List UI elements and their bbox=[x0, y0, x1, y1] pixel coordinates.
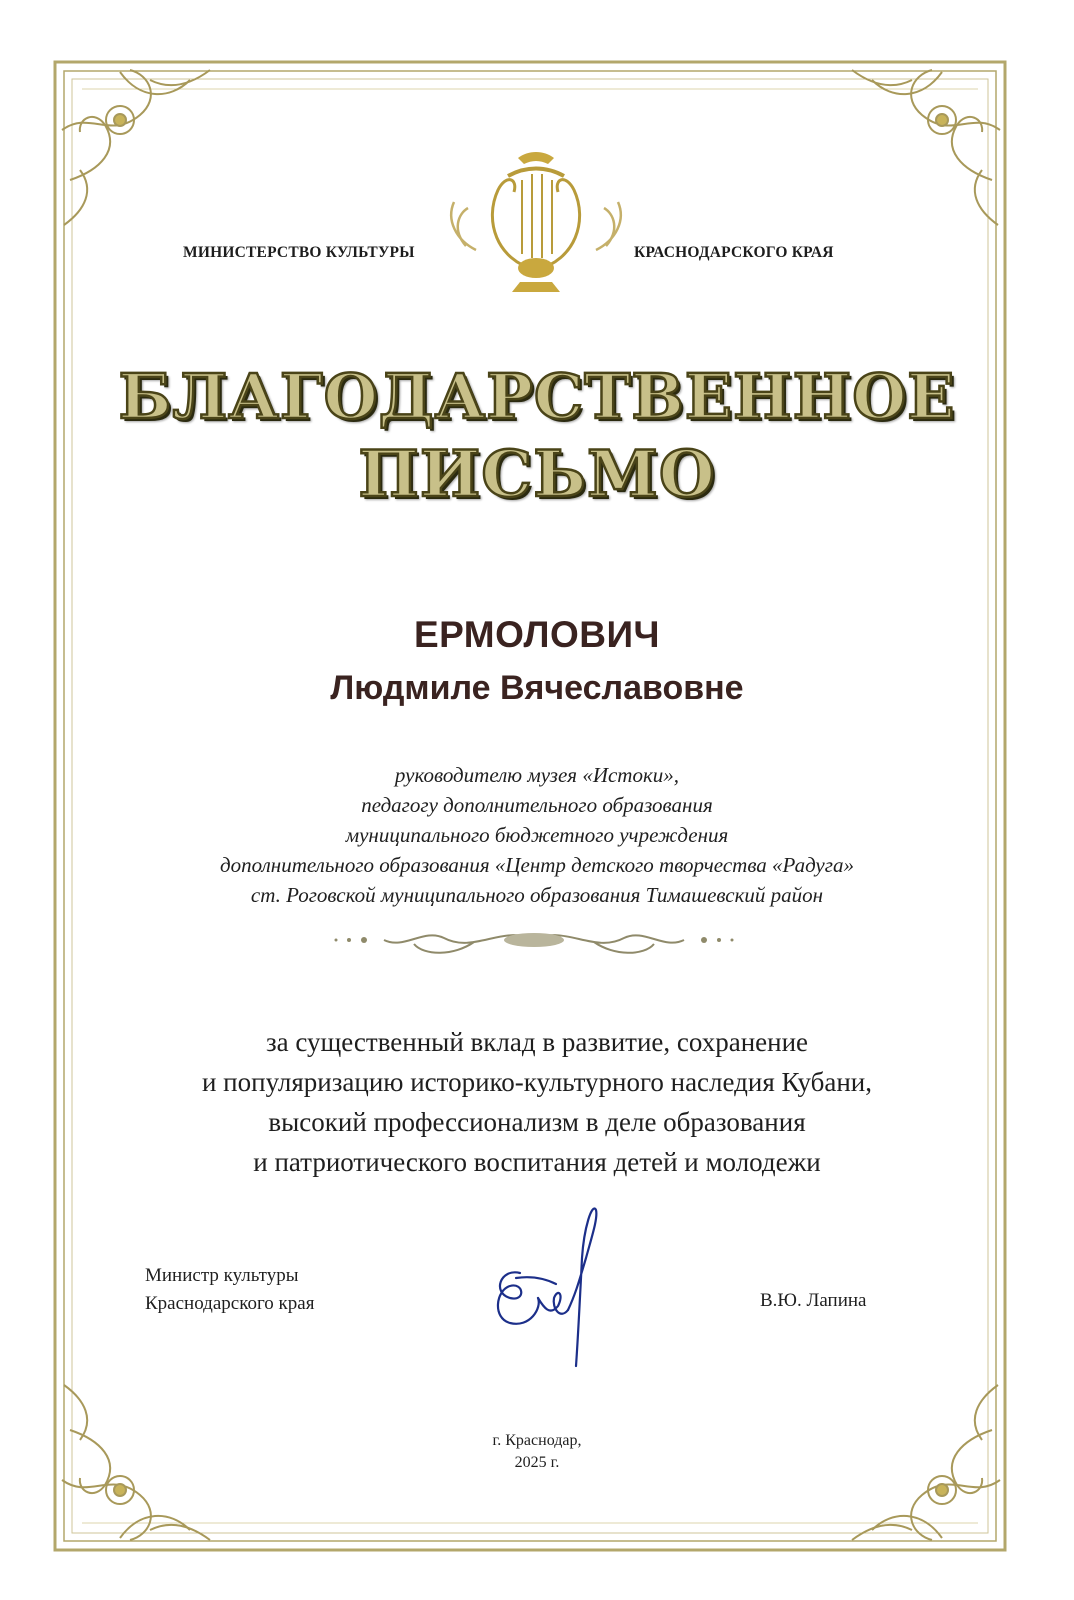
position-line: ст. Роговской муниципального образования Тимашевский район bbox=[250, 883, 824, 907]
merit-text bbox=[0, 1022, 1074, 1182]
ornamental-divider-icon bbox=[324, 920, 744, 960]
signer-title-line1: Министр культуры bbox=[145, 1265, 299, 1286]
signer-title bbox=[145, 1262, 314, 1318]
recipient-position bbox=[0, 760, 1074, 910]
merit-line: за существенный вклад в развитие, сохранение bbox=[265, 1027, 809, 1057]
place-and-date bbox=[0, 1430, 1074, 1474]
ministry-label-left: МИНИСТЕРСТВО КУЛЬТУРЫ bbox=[183, 244, 415, 261]
place-city: г. Краснодар, bbox=[492, 1432, 582, 1449]
ministry-label-right: КРАСНОДАРСКОГО КРАЯ bbox=[634, 244, 834, 261]
merit-line: высокий профессионализм в деле образования bbox=[268, 1107, 806, 1137]
merit-line: и патриотического воспитания детей и молодежи bbox=[253, 1147, 821, 1177]
place-year: 2025 г. bbox=[514, 1454, 560, 1471]
recipient-given-names: Людмиле Вячеславовне bbox=[330, 669, 744, 707]
signer-name: В.Ю. Лапина bbox=[760, 1290, 867, 1311]
position-line: руководителю музея «Истоки», bbox=[394, 763, 680, 787]
lyre-emblem-icon bbox=[436, 150, 636, 300]
merit-line: и популяризацию историко-культурного наследия Кубани, bbox=[201, 1067, 872, 1097]
position-line: дополнительного образования «Центр детского творчества «Радуга» bbox=[220, 853, 854, 877]
certificate-title-line2: ПИСЬМО bbox=[358, 437, 716, 512]
handwritten-signature bbox=[480, 1198, 620, 1378]
position-line: муниципального бюджетного учреждения bbox=[345, 823, 729, 847]
certificate-title-line1: БЛАГОДАРСТВЕННОЕ bbox=[118, 360, 956, 433]
recipient-surname: ЕРМОЛОВИЧ bbox=[413, 614, 661, 655]
signer-title-line2: Краснодарского края bbox=[145, 1293, 315, 1314]
position-line: педагогу дополнительного образования bbox=[361, 793, 713, 817]
